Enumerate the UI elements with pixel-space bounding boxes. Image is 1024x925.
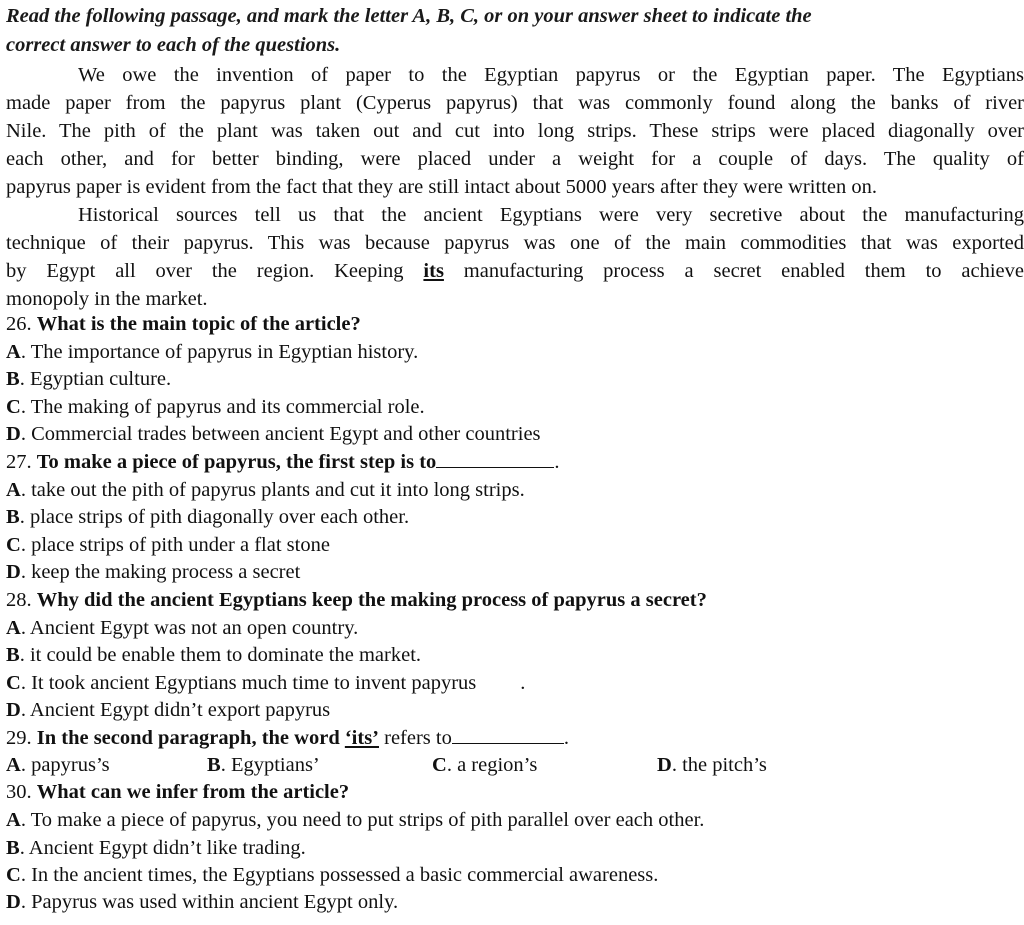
question-number: 26.: [6, 313, 32, 335]
q26-option-c[interactable]: [6, 394, 425, 421]
option-letter: A: [6, 479, 21, 501]
q28-option-c[interactable]: [6, 670, 525, 697]
option-letter: B: [207, 754, 221, 776]
passage-line: made paper from the papyrus plant (Cyperus papyrus) that was commonly found along the banks of river: [6, 92, 1024, 114]
option-text: . To make a piece of papyrus, you need to put strips of pith parallel over each other.: [20, 809, 705, 831]
question-end: .: [554, 451, 560, 473]
q30-option-a[interactable]: [6, 807, 704, 834]
q26-option-a[interactable]: [6, 339, 418, 366]
passage-line: We owe the invention of paper to the Egyptian papyrus or the Egyptian paper. The Egyptians: [78, 64, 1024, 86]
option-text: . Egyptian culture.: [19, 368, 172, 390]
q27-option-a[interactable]: [6, 477, 525, 504]
option-text: . Egyptians’: [220, 754, 320, 776]
option-text: . Ancient Egypt was not an open country.: [20, 617, 359, 639]
question-target-word: ‘its’: [344, 727, 379, 749]
passage-text: by Egypt all over the region. Keeping: [6, 260, 424, 282]
question-stem: To make a piece of papyrus, the first step is to: [36, 451, 437, 473]
instructions-line-1: Read the following passage, and mark the letter A, B, C, or on your answer sheet to indicate the: [6, 5, 812, 27]
option-letter: C: [6, 396, 21, 418]
q30-option-b[interactable]: [6, 835, 306, 862]
q29-option-b[interactable]: [207, 752, 320, 779]
option-text: . It took ancient Egyptians much time to invent papyrus: [20, 672, 477, 694]
option-letter: B: [6, 837, 20, 859]
option-letter: C: [432, 754, 447, 776]
option-text: . the pitch’s: [671, 754, 767, 776]
answer-blank: [452, 725, 564, 744]
option-text: . In the ancient times, the Egyptians possessed a basic commercial awareness.: [20, 864, 659, 886]
option-text: . Papyrus was used within ancient Egypt only.: [20, 891, 399, 913]
question-29: [6, 725, 569, 752]
question-27: [6, 449, 559, 476]
question-end: .: [563, 727, 569, 749]
option-text: . The importance of papyrus in Egyptian history.: [20, 341, 419, 363]
option-text: . Ancient Egypt didn’t export papyrus: [20, 699, 331, 721]
passage-line: monopoly in the market.: [6, 288, 208, 310]
question-stem: Why did the ancient Egyptians keep the making process of papyrus a secret?: [36, 589, 707, 611]
option-letter: D: [6, 423, 21, 445]
option-text: . Ancient Egypt didn’t like trading.: [19, 837, 306, 859]
question-number: 27.: [6, 451, 32, 473]
option-text: . papyrus’s: [20, 754, 110, 776]
q29-option-a[interactable]: [6, 752, 110, 779]
option-letter: C: [6, 864, 21, 886]
option-letter: D: [6, 891, 21, 913]
passage-text: manufacturing process a secret enabled them to achieve: [443, 260, 1024, 282]
question-30: [6, 779, 349, 806]
q28-option-b[interactable]: [6, 642, 421, 669]
option-letter: A: [6, 617, 21, 639]
trailing-period: .: [520, 672, 526, 694]
q27-option-b[interactable]: [6, 504, 409, 531]
answer-blank: [436, 449, 554, 468]
option-letter: D: [6, 699, 21, 721]
q28-option-a[interactable]: [6, 615, 358, 642]
option-letter: C: [6, 672, 21, 694]
question-stem: In the second paragraph, the word: [36, 727, 340, 749]
passage-line: papyrus paper is evident from the fact that they are still intact about 5000 years after they were written on.: [6, 176, 877, 198]
question-28: [6, 587, 707, 614]
q30-option-c[interactable]: [6, 862, 658, 889]
q27-option-d[interactable]: [6, 559, 300, 586]
q26-option-b[interactable]: [6, 366, 171, 393]
passage-line: technique of their papyrus. This was because papyrus was one of the main commodities that was exported: [6, 232, 1024, 254]
option-text: . Commercial trades between ancient Egypt and other countries: [20, 423, 541, 445]
option-text: . take out the pith of papyrus plants and cut it into long strips.: [20, 479, 525, 501]
option-letter: C: [6, 534, 21, 556]
option-text: . a region’s: [446, 754, 538, 776]
option-letter: A: [6, 809, 21, 831]
option-text: . place strips of pith diagonally over each other.: [19, 506, 410, 528]
passage-line: Nile. The pith of the plant was taken out and cut into long strips. These strips were placed diagonally over: [6, 120, 1024, 142]
q28-option-d[interactable]: [6, 697, 330, 724]
instructions: [6, 2, 1024, 60]
q30-option-d[interactable]: [6, 889, 398, 916]
option-letter: B: [6, 644, 20, 666]
option-letter: D: [657, 754, 672, 776]
q29-option-d[interactable]: [657, 752, 767, 779]
question-stem: What can we infer from the article?: [36, 781, 350, 803]
option-text: . The making of papyrus and its commercial role.: [20, 396, 425, 418]
question-number: 29.: [6, 727, 32, 749]
option-letter: B: [6, 368, 20, 390]
question-26: [6, 311, 361, 338]
q29-option-c[interactable]: [432, 752, 537, 779]
highlighted-word-its: its: [423, 260, 444, 282]
passage-paragraph-2: [6, 201, 1024, 313]
passage-paragraph-1: [6, 61, 1024, 201]
option-text: . keep the making process a secret: [20, 561, 301, 583]
q26-option-d[interactable]: [6, 421, 541, 448]
option-letter: A: [6, 754, 21, 776]
passage-line: [6, 257, 1024, 285]
question-stem: What is the main topic of the article?: [36, 313, 361, 335]
option-letter: B: [6, 506, 20, 528]
option-text: . it could be enable them to dominate the market.: [19, 644, 422, 666]
question-stem-after: refers to: [379, 727, 452, 749]
option-letter: D: [6, 561, 21, 583]
passage-line: Historical sources tell us that the ancient Egyptians were very secretive about the manufacturing: [78, 204, 1024, 226]
question-number: 30.: [6, 781, 32, 803]
option-letter: A: [6, 341, 21, 363]
instructions-line-2: correct answer to each of the questions.: [6, 34, 341, 56]
option-text: . place strips of pith under a flat stone: [20, 534, 330, 556]
q27-option-c[interactable]: [6, 532, 330, 559]
question-number: 28.: [6, 589, 32, 611]
passage-line: each other, and for better binding, were placed under a weight for a couple of days. The quality of: [6, 148, 1024, 170]
